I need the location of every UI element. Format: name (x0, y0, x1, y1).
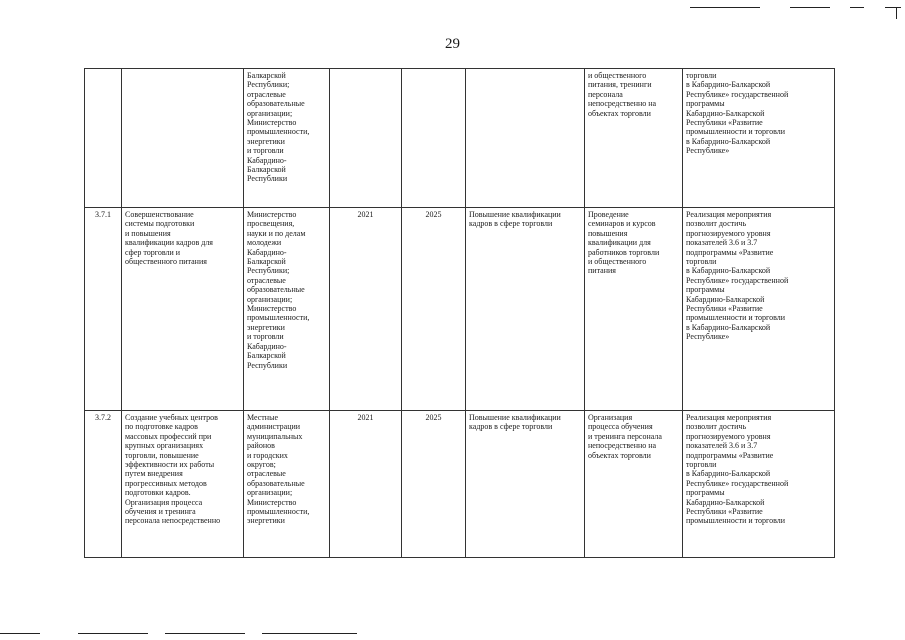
scan-edge-line (78, 633, 148, 634)
expected-result-cell: Повышение квалификации кадров в сфере торговли (466, 411, 585, 558)
content-cell: и общественного питания, тренинги персонала непосредственно на объектах торговли (585, 69, 683, 208)
activity-name-cell: Совершенствование системы подготовки и повышения квалификации кадров для сфер торговли и общественного питания (122, 208, 244, 411)
table-row (85, 411, 835, 558)
row-number-cell: 3.7.1 (85, 208, 122, 411)
start-year-cell: 2021 (330, 411, 402, 558)
start-year-cell (330, 69, 402, 208)
relation-cell: Реализация мероприятия позволит достичь прогнозируемого уровня показателей 3.6 и 3.7 подпрограммы «Развитие торговли в Кабардино-Балкарской Республике» государственной программы Кабардино-Балкарской Республики «Развитие промышленности и торговли (683, 411, 835, 558)
relation-cell: Реализация мероприятия позволит достичь прогнозируемого уровня показателей 3.6 и 3.7 подпрограммы «Развитие торговли в Кабардино-Балкарской Республике» государственной программы Кабардино-Балкарской Республики «Развитие промышленности и торговли в Кабардино-Балкарской Республике» (683, 208, 835, 411)
scan-edge-line (885, 7, 901, 8)
scan-edge-line (0, 633, 40, 634)
expected-result-cell (466, 69, 585, 208)
end-year-cell: 2025 (402, 208, 466, 411)
row-number-cell: 3.7.2 (85, 411, 122, 558)
scan-edge-line (850, 7, 864, 8)
scan-edge-line (790, 7, 830, 8)
content-cell: Организация процесса обучения и тренинга персонала непосредственно на объектах торговли (585, 411, 683, 558)
activity-name-cell (122, 69, 244, 208)
scan-edge-line (165, 633, 245, 634)
start-year-cell: 2021 (330, 208, 402, 411)
end-year-cell: 2025 (402, 411, 466, 558)
scan-edge-line (262, 633, 357, 634)
scan-edge-line (896, 7, 897, 19)
end-year-cell (402, 69, 466, 208)
relation-cell: торговли в Кабардино-Балкарской Республике» государственной программы Кабардино-Балкарской Республики «Развитие промышленности и торговли в Кабардино-Балкарской Республике» (683, 69, 835, 208)
table-row (85, 208, 835, 411)
page-number: 29 (445, 36, 460, 52)
program-table (84, 68, 835, 558)
executors-cell: Местные администрации муниципальных районов и городских округов; отраслевые образовательные организации; Министерство промышленности, энергетики (244, 411, 330, 558)
executors-cell: Министерство просвещения, науки и по делам молодежи Кабардино- Балкарской Республики; отраслевые образовательные организации; Министерство промышленности, энергетики и торговли Кабардино- Балкарской Республики (244, 208, 330, 411)
row-number-cell (85, 69, 122, 208)
content-cell: Проведение семинаров и курсов повышения квалификации для работников торговли и общественного питания (585, 208, 683, 411)
scan-edge-line (690, 7, 760, 8)
executors-cell: Балкарской Республики; отраслевые образовательные организации; Министерство промышленности, энергетики и торговли Кабардино- Балкарской Республики (244, 69, 330, 208)
table-row (85, 69, 835, 208)
activity-name-cell: Создание учебных центров по подготовке кадров массовых профессий при крупных организациях торговли, повышение эффективности их работы путем внедрения прогрессивных методов подготовки кадров. Организация процесса обучения и тренинга персонала непосредственно (122, 411, 244, 558)
expected-result-cell: Повышение квалификации кадров в сфере торговли (466, 208, 585, 411)
